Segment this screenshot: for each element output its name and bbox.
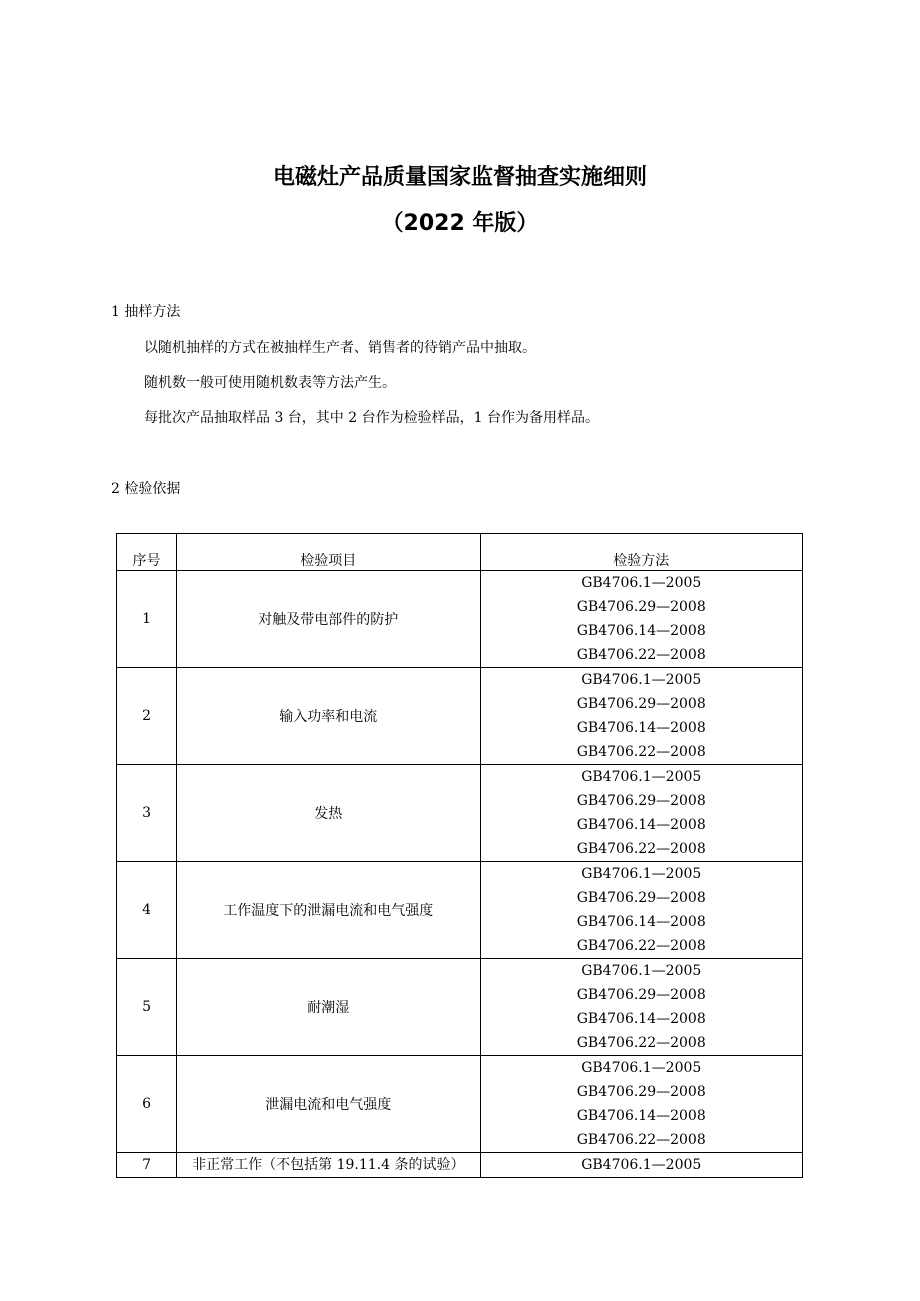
row-inspection-item: 发热: [177, 765, 480, 862]
table-row: [117, 571, 803, 668]
row-serial-number: 3: [117, 765, 177, 862]
method-standard: GB4706.22—2008: [576, 938, 706, 954]
method-standard: GB4706.1—2005: [581, 1157, 702, 1173]
row-serial-number: 6: [117, 1056, 177, 1153]
row-inspection-methods: [480, 668, 802, 765]
method-standard: GB4706.1—2005: [581, 866, 702, 882]
method-standard: GB4706.22—2008: [576, 744, 706, 760]
row-inspection-item: 泄漏电流和电气强度: [177, 1056, 480, 1153]
method-standard: GB4706.14—2008: [576, 720, 706, 736]
table-row: [117, 668, 803, 765]
method-standard: GB4706.14—2008: [576, 817, 706, 833]
method-standard: GB4706.14—2008: [576, 623, 706, 639]
paragraph-random-number: 随机数一般可使用随机数表等方法产生。: [144, 375, 396, 391]
row-inspection-methods: [480, 571, 802, 668]
method-standard: GB4706.29—2008: [576, 987, 706, 1003]
method-standard: GB4706.29—2008: [576, 890, 706, 906]
row-inspection-item: 工作温度下的泄漏电流和电气强度: [177, 862, 480, 959]
method-standard: GB4706.1—2005: [581, 769, 702, 785]
table-header-row: [117, 534, 803, 571]
method-standard: GB4706.29—2008: [576, 599, 706, 615]
method-standard: GB4706.1—2005: [581, 672, 702, 688]
row-inspection-item: 输入功率和电流: [177, 668, 480, 765]
method-standard: GB4706.1—2005: [581, 575, 702, 591]
row-serial-number: 1: [117, 571, 177, 668]
method-standard: GB4706.29—2008: [576, 1084, 706, 1100]
table-row: [117, 862, 803, 959]
method-standard: GB4706.1—2005: [581, 963, 702, 979]
header-inspection-method: 检验方法: [480, 534, 802, 571]
table-row: [117, 959, 803, 1056]
method-standard: GB4706.22—2008: [576, 647, 706, 663]
row-inspection-item: 对触及带电部件的防护: [177, 571, 480, 668]
document-subtitle: （2022 年版）: [381, 211, 539, 236]
row-inspection-methods: [480, 1153, 802, 1178]
section-heading-sampling: 1 抽样方法: [111, 304, 181, 320]
row-serial-number: 5: [117, 959, 177, 1056]
table-row: [117, 1056, 803, 1153]
row-inspection-methods: [480, 959, 802, 1056]
method-standard: GB4706.14—2008: [576, 1108, 706, 1124]
paragraph-sampling-method: 以随机抽样的方式在被抽样生产者、销售者的待销产品中抽取。: [144, 340, 536, 356]
row-inspection-item: 非正常工作（不包括第 19.11.4 条的试验）: [177, 1153, 480, 1178]
method-standard: GB4706.22—2008: [576, 1035, 706, 1051]
table-body: [117, 571, 803, 1178]
row-inspection-methods: [480, 765, 802, 862]
section-heading-basis: 2 检验依据: [111, 481, 181, 497]
method-standard: GB4706.14—2008: [576, 1011, 706, 1027]
table-row: [117, 765, 803, 862]
method-standard: GB4706.22—2008: [576, 1132, 706, 1148]
document-title: 电磁灶产品质量国家监督抽查实施细则: [272, 165, 647, 190]
method-standard: GB4706.29—2008: [576, 793, 706, 809]
row-serial-number: 7: [117, 1153, 177, 1178]
inspection-table: [116, 533, 803, 1178]
header-serial-number: 序号: [117, 534, 177, 571]
row-inspection-methods: [480, 862, 802, 959]
method-standard: GB4706.1—2005: [581, 1060, 702, 1076]
header-inspection-item: 检验项目: [177, 534, 480, 571]
paragraph-sample-quantity: 每批次产品抽取样品 3 台，其中 2 台作为检验样品，1 台作为备用样品。: [144, 410, 599, 426]
row-inspection-methods: [480, 1056, 802, 1153]
row-serial-number: 4: [117, 862, 177, 959]
method-standard: GB4706.29—2008: [576, 696, 706, 712]
table-row: [117, 1153, 803, 1178]
row-inspection-item: 耐潮湿: [177, 959, 480, 1056]
method-standard: GB4706.22—2008: [576, 841, 706, 857]
row-serial-number: 2: [117, 668, 177, 765]
method-standard: GB4706.14—2008: [576, 914, 706, 930]
